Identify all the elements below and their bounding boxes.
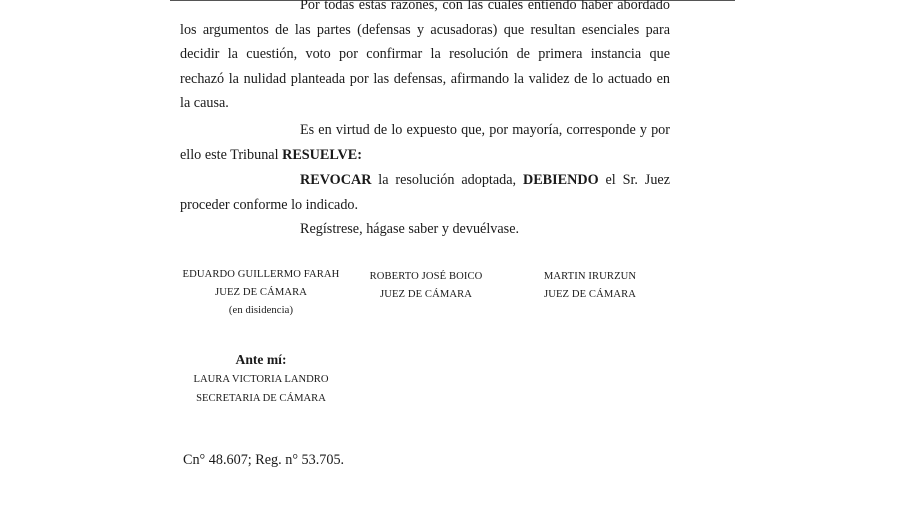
ruling-text-line: Es en virtud de lo expuesto que, por mayoría, corresponde y por — [300, 122, 670, 138]
ruling-paragraph-decision — [180, 168, 670, 217]
ruling-paragraph-closing — [180, 217, 670, 242]
signatory-note: (en disidencia) — [228, 305, 294, 316]
case-reference: Cn° 48.607; Reg. n° 53.705. — [183, 452, 345, 468]
ruling-text-fragment: ello este Tribunal — [180, 146, 283, 163]
ante-mi-label: Ante mí: — [235, 352, 287, 367]
ruling-text-line: Regístrese, hágase saber y devuélvase. — [300, 221, 520, 237]
secretary-name: LAURA VICTORIA LANDRO — [193, 374, 329, 385]
ruling-text-line: proceder conforme lo indicado. — [180, 196, 359, 213]
signatory-name: MARTIN IRURZUN — [543, 271, 637, 282]
secretary-title: SECRETARIA DE CÁMARA — [196, 393, 326, 404]
revocar-keyword: REVOCAR — [300, 172, 372, 188]
signatory-title: JUEZ DE CÁMARA — [214, 287, 308, 298]
signature-block-boico — [358, 268, 494, 304]
ruling-text-line: rechazó la nulidad planteada por las defensas, afirmando la validez de lo actuado en — [180, 70, 670, 87]
signatory-title: JUEZ DE CÁMARA — [543, 289, 637, 300]
ruling-text-fragment: la resolución adoptada, — [371, 172, 523, 188]
signatory-title: JUEZ DE CÁMARA — [379, 289, 473, 300]
ruling-text-fragment: el Sr. Juez — [598, 172, 671, 188]
signature-block-farah — [178, 266, 344, 320]
signature-block-irurzun — [530, 268, 650, 304]
ruling-text-line — [180, 168, 670, 193]
signatory-name: EDUARDO GUILLERMO FARAH — [182, 269, 340, 280]
resuelve-keyword: RESUELVE: — [282, 146, 362, 163]
ruling-paragraph-reasons — [180, 0, 670, 116]
debiendo-keyword: DEBIENDO — [522, 172, 599, 188]
signatory-name: ROBERTO JOSÉ BOICO — [369, 271, 483, 282]
ruling-text-line: decidir la cuestión, voto por confirmar la resolución de primera instancia que — [180, 46, 670, 62]
ruling-paragraph-resolves — [180, 118, 670, 167]
ante-mi-block — [178, 350, 344, 408]
ruling-text-line: Por todas estas razones, con las cuales entiendo haber abordado — [300, 0, 670, 13]
ruling-text-line — [180, 143, 670, 168]
ruling-text-line: los argumentos de las partes (defensas y acusadoras) que resultan esenciales para — [180, 21, 670, 38]
ruling-text-line: la causa. — [180, 95, 229, 111]
